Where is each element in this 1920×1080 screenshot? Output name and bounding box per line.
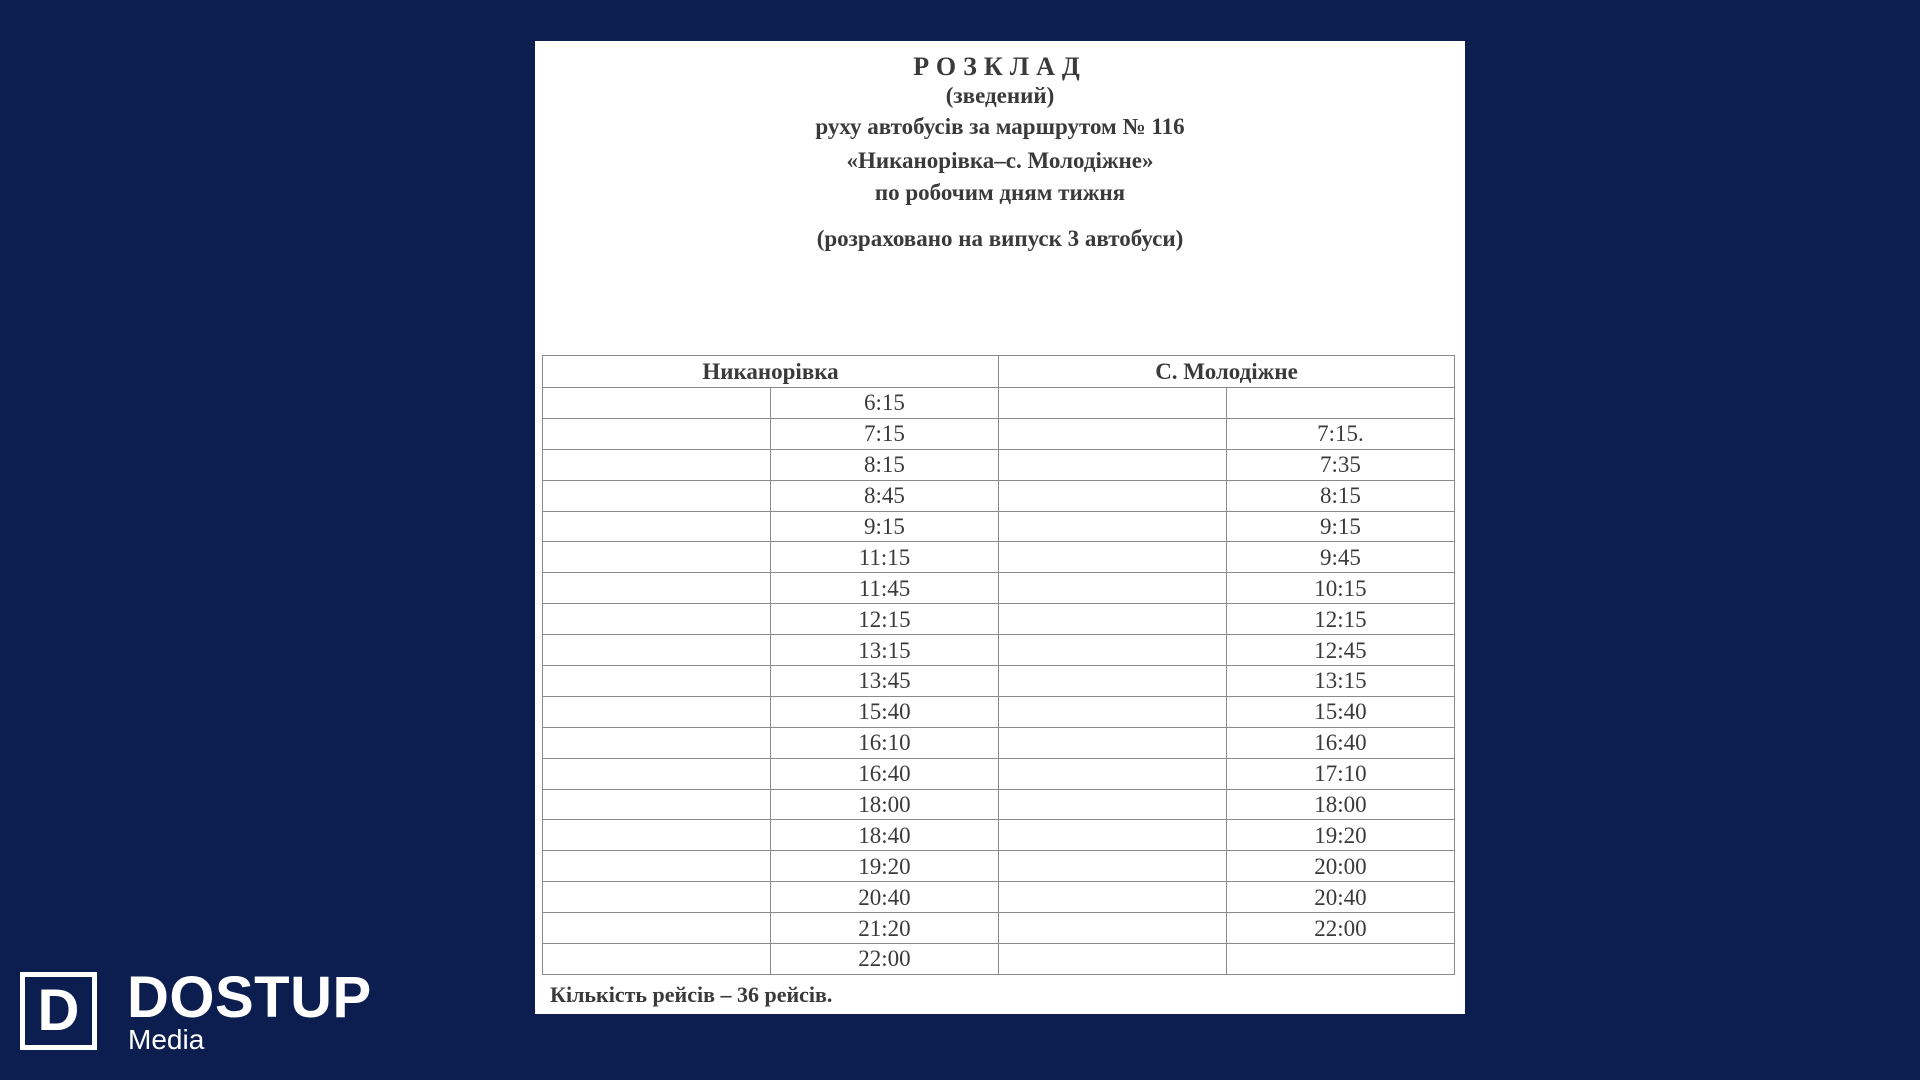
days-line: по робочим дням тижня	[874, 180, 1126, 205]
molodizhne-time-cell: 12:15	[1227, 604, 1455, 635]
nykanorivka-time-cell: 8:15	[771, 449, 999, 480]
blank-cell	[543, 480, 771, 511]
table-row	[543, 882, 1455, 913]
nykanorivka-time-cell: 7:15	[771, 418, 999, 449]
molodizhne-time-cell: 15:40	[1227, 696, 1455, 727]
table-row	[543, 449, 1455, 480]
blank-cell	[543, 449, 771, 480]
table-row	[543, 696, 1455, 727]
blank-cell	[999, 758, 1227, 789]
blank-cell	[543, 789, 771, 820]
molodizhne-time-cell	[1227, 944, 1455, 975]
document-subtitle: (зведений)	[945, 83, 1055, 108]
blank-cell	[543, 696, 771, 727]
logo-letter: D	[37, 978, 80, 1043]
blank-cell	[999, 635, 1227, 666]
blank-cell	[543, 913, 771, 944]
molodizhne-time-cell: 17:10	[1227, 758, 1455, 789]
schedule-table-body	[543, 388, 1455, 975]
trips-count: Кількість рейсів – 36 рейсів.	[550, 982, 833, 1007]
column-header-molodizhne: С. Молодіжне	[999, 356, 1455, 388]
logo-wordmark: DOSTUP	[127, 965, 372, 1030]
nykanorivka-time-cell: 12:15	[771, 604, 999, 635]
blank-cell	[543, 944, 771, 975]
blank-cell	[999, 511, 1227, 542]
molodizhne-time-cell: 18:00	[1227, 789, 1455, 820]
blank-cell	[999, 727, 1227, 758]
schedule-document	[535, 41, 1465, 1014]
blank-cell	[999, 418, 1227, 449]
blank-cell	[543, 882, 771, 913]
molodizhne-time-cell: 16:40	[1227, 727, 1455, 758]
blank-cell	[999, 604, 1227, 635]
blank-cell	[999, 573, 1227, 604]
molodizhne-time-cell: 20:40	[1227, 882, 1455, 913]
table-row	[543, 913, 1455, 944]
nykanorivka-time-cell: 18:00	[771, 789, 999, 820]
blank-cell	[999, 542, 1227, 573]
blank-cell	[999, 449, 1227, 480]
table-header-row	[543, 356, 1455, 388]
nykanorivka-time-cell: 9:15	[771, 511, 999, 542]
molodizhne-time-cell	[1227, 388, 1455, 419]
table-row	[543, 604, 1455, 635]
table-row	[543, 789, 1455, 820]
nykanorivka-time-cell: 15:40	[771, 696, 999, 727]
table-row	[543, 388, 1455, 419]
nykanorivka-time-cell: 16:10	[771, 727, 999, 758]
molodizhne-time-cell: 10:15	[1227, 573, 1455, 604]
molodizhne-time-cell: 8:15	[1227, 480, 1455, 511]
nykanorivka-time-cell: 22:00	[771, 944, 999, 975]
blank-cell	[999, 882, 1227, 913]
table-row	[543, 851, 1455, 882]
logo-subtitle: Media	[128, 1024, 205, 1055]
blank-cell	[543, 758, 771, 789]
nykanorivka-time-cell: 11:15	[771, 542, 999, 573]
nykanorivka-time-cell: 13:15	[771, 635, 999, 666]
blank-cell	[543, 604, 771, 635]
logo-letter-box	[20, 972, 97, 1050]
molodizhne-time-cell: 13:15	[1227, 666, 1455, 697]
table-row	[543, 480, 1455, 511]
blank-cell	[543, 418, 771, 449]
document-title: РОЗКЛАД	[913, 52, 1087, 81]
table-row	[543, 635, 1455, 666]
blank-cell	[999, 696, 1227, 727]
molodizhne-time-cell: 19:20	[1227, 820, 1455, 851]
blank-cell	[999, 820, 1227, 851]
molodizhne-time-cell: 9:15	[1227, 511, 1455, 542]
nykanorivka-time-cell: 19:20	[771, 851, 999, 882]
table-row	[543, 542, 1455, 573]
route-name: «Никанорівка–с. Молодіжне»	[846, 148, 1154, 173]
nykanorivka-time-cell: 16:40	[771, 758, 999, 789]
molodizhne-time-cell: 20:00	[1227, 851, 1455, 882]
schedule-table	[542, 355, 1455, 975]
blank-cell	[543, 542, 771, 573]
nykanorivka-time-cell: 11:45	[771, 573, 999, 604]
nykanorivka-time-cell: 8:45	[771, 480, 999, 511]
blank-cell	[543, 573, 771, 604]
nykanorivka-time-cell: 20:40	[771, 882, 999, 913]
table-row	[543, 944, 1455, 975]
nykanorivka-time-cell: 18:40	[771, 820, 999, 851]
molodizhne-time-cell: 9:45	[1227, 542, 1455, 573]
blank-cell	[999, 913, 1227, 944]
blank-cell	[543, 727, 771, 758]
blank-cell	[543, 666, 771, 697]
molodizhne-time-cell: 7:15.	[1227, 418, 1455, 449]
blank-cell	[999, 666, 1227, 697]
blank-cell	[543, 851, 771, 882]
blank-cell	[999, 851, 1227, 882]
blank-cell	[543, 511, 771, 542]
blank-cell	[999, 388, 1227, 419]
dostup-media-logo	[20, 965, 400, 1062]
blank-cell	[999, 789, 1227, 820]
column-header-nykanorivka: Никанорівка	[543, 356, 999, 388]
molodizhne-time-cell: 7:35	[1227, 449, 1455, 480]
nykanorivka-time-cell: 6:15	[771, 388, 999, 419]
route-line: руху автобусів за маршрутом № 116	[815, 114, 1185, 139]
blank-cell	[999, 944, 1227, 975]
table-row	[543, 666, 1455, 697]
molodizhne-time-cell: 12:45	[1227, 635, 1455, 666]
blank-cell	[999, 480, 1227, 511]
molodizhne-time-cell: 22:00	[1227, 913, 1455, 944]
nykanorivka-time-cell: 21:20	[771, 913, 999, 944]
table-row	[543, 727, 1455, 758]
table-row	[543, 511, 1455, 542]
blank-cell	[543, 820, 771, 851]
table-row	[543, 758, 1455, 789]
blank-cell	[543, 635, 771, 666]
table-row	[543, 820, 1455, 851]
blank-cell	[543, 388, 771, 419]
nykanorivka-time-cell: 13:45	[771, 666, 999, 697]
table-row	[543, 573, 1455, 604]
buses-note: (розраховано на випуск 3 автобуси)	[816, 226, 1184, 251]
table-row	[543, 418, 1455, 449]
